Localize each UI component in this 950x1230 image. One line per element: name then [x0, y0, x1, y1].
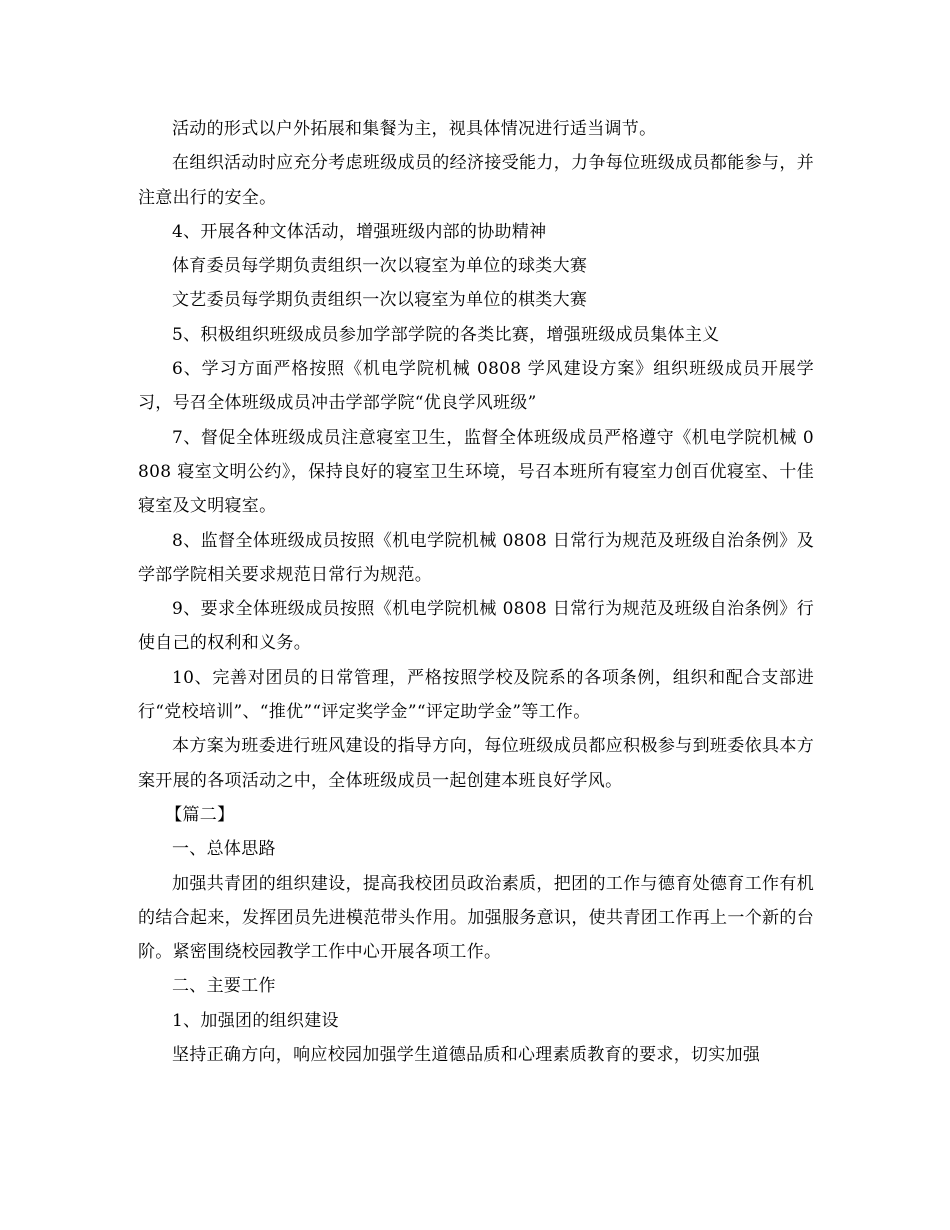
section-title-part-two: 【篇二】: [165, 804, 235, 825]
heading-main-work: 二、主要工作: [172, 976, 276, 997]
paragraph-item-4: 4、开展各种文体活动，增强班级内部的协助精神: [172, 221, 547, 242]
paragraph-item-8: 8、监督全体班级成员按照《机电学院机械 0808 日常行为规范及班级自治条例》及学部学院相关要求规范日常行为规范。: [138, 530, 814, 585]
paragraph-activity-form: 活动的形式以户外拓展和集餐为主，视具体情况进行适当调节。: [172, 119, 657, 139]
heading-overall-approach: 一、总体思路: [172, 839, 276, 860]
paragraph-item-7: 7、督促全体班级成员注意寝室卫生，监督全体班级成员严格遵守《机电学院机械 0808 寝室文明公约》，保持良好的寝室卫生环境，号召本班所有寝室力创百优寝室、十佳寝室及文明寝室。: [138, 427, 814, 517]
paragraph-overall-approach: 加强共青团的组织建设，提高我校团员政治素质，把团的工作与德育处德育工作有机的结合起来，发挥团员先进模范带头作用。加强服务意识，使共青团工作再上一个新的台阶。紧密围绕校园教学工作中心开展各项工作。: [138, 873, 814, 963]
paragraph-item-9: 9、要求全体班级成员按照《机电学院机械 0808 日常行为规范及班级自治条例》行使自己的权利和义务。: [138, 599, 814, 654]
paragraph-correct-direction: 坚持正确方向，响应校园加强学生道德品质和心理素质教育的要求，切实加强: [172, 1045, 761, 1066]
paragraph-sports-committee: 体育委员每学期负责组织一次以寝室为单位的球类大赛: [172, 256, 588, 277]
heading-org-building: 1、加强团的组织建设: [172, 1010, 339, 1031]
paragraph-item-5: 5、积极组织班级成员参加学部学院的各类比赛，增强班级成员集体主义: [172, 324, 720, 345]
paragraph-arts-committee: 文艺委员每学期负责组织一次以寝室为单位的棋类大赛: [172, 290, 588, 311]
paragraph-item-6: 6、学习方面严格按照《机电学院机械 0808 学风建设方案》组织班级成员开展学习，号召全体班级成员冲击学部学院“优良学风班级”: [138, 359, 814, 414]
paragraph-economic-capacity: 在组织活动时应充分考虑班级成员的经济接受能力，力争每位班级成员都能参与，并注意出行的安全。: [138, 153, 814, 208]
paragraph-item-10: 10、完善对团员的日常管理，严格按照学校及院系的各项条例，组织和配合支部进行“党校培训”、“推优”“评定奖学金”“评定助学金”等工作。: [138, 667, 814, 723]
document-page: [138, 112, 814, 1072]
paragraph-plan-summary: 本方案为班委进行班风建设的指导方向，每位班级成员都应积极参与到班委依具本方案开展的各项活动之中，全体班级成员一起创建本班良好学风。: [138, 736, 814, 791]
